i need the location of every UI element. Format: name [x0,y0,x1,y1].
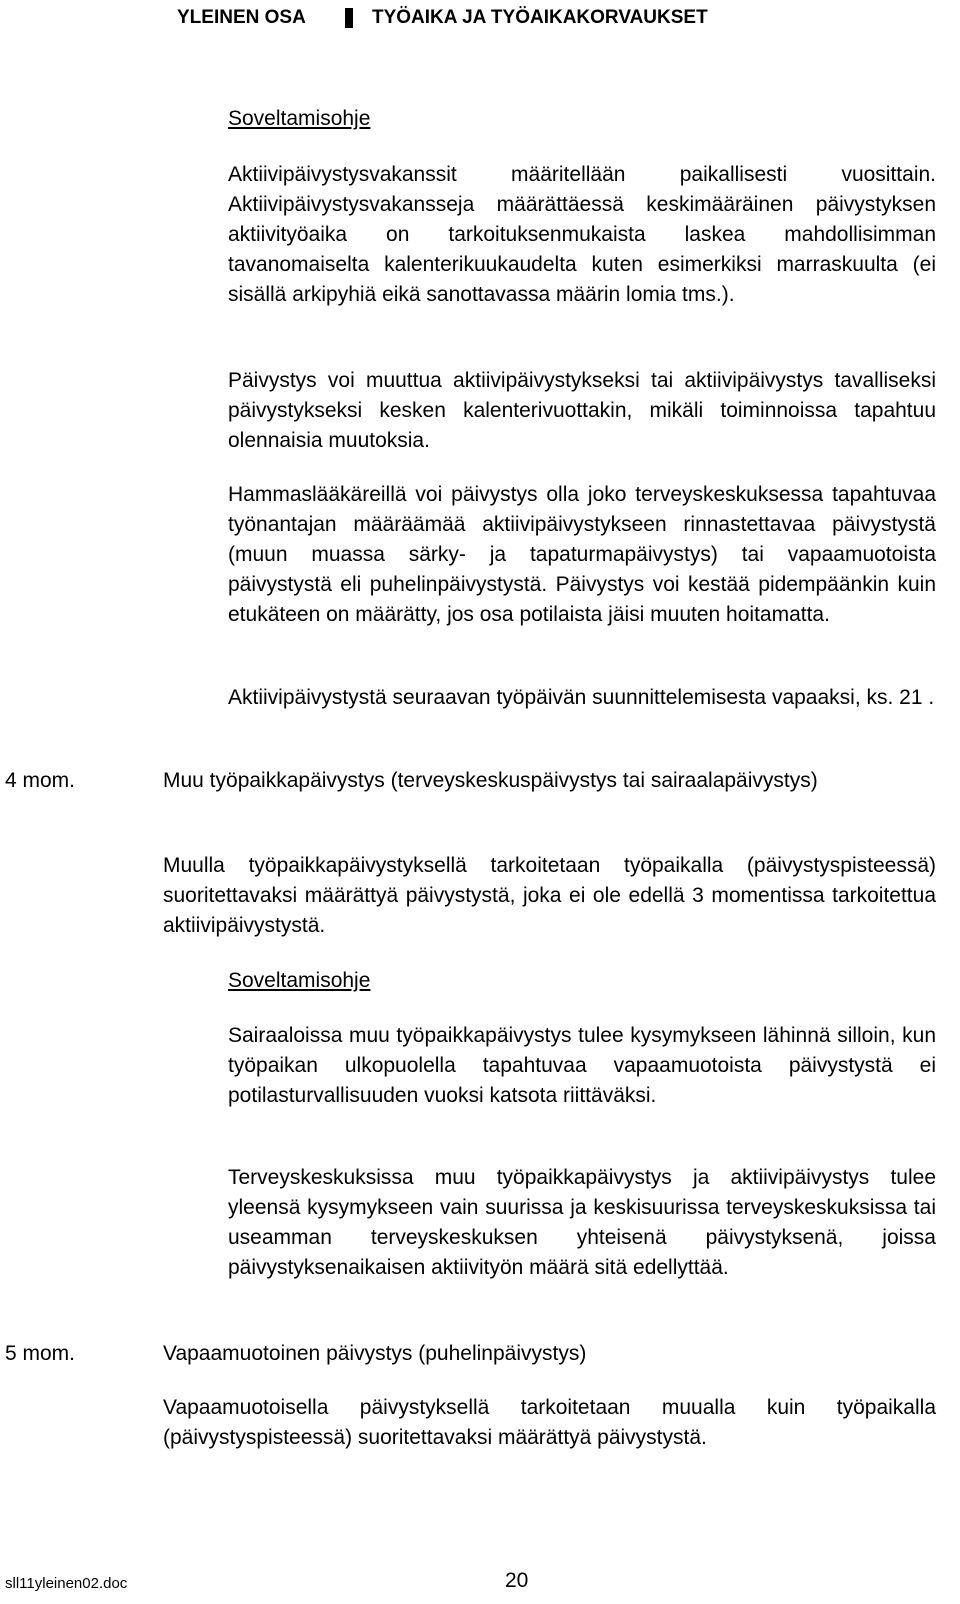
paragraph-sairaaloissa: Sairaaloissa muu työpaikkapäivystys tulee kysymykseen lähinnä silloin, kun työpaikan ulkopuolella tapahtuvaa vapaamuotoista päivystystä ei potilasturvallisuuden vuoksi katsota riittäväksi. [228,1024,936,1107]
paragraph-aktiivipaivystysvakanssit: Aktiivipäivystysvakanssit määritellään paikallisesti vuosittain. Aktiivipäivystysvakansseja määrättäessä keskimääräinen päivystyksen aktiivityöaika on tarkoituksenmukaista laskea mahdollisimman tavanomaiselta kalenterikuukaudelta kuten esimerkiksi marraskuulta (ei sisällä arkipyhiä eikä sanottavassa määrin lomia tms.). [228,163,936,306]
paragraph-terveyskeskuksissa: Terveyskeskuksissa muu työpaikkapäivystys ja aktiivipäivystys tulee yleensä kysymykseen vain suurissa ja keskisuurissa terveyskeskuksissa tai useamman terveyskeskuksen yhteisenä päivystyksenä, joissa päivystyksenaikaisen aktiivityön määrä sitä edellyttää. [228,1166,936,1279]
paragraph-vapaaksi: Aktiivipäivystystä seuraavan työpäivän suunnittelemisesta vapaaksi, ks. 21 . [228,686,935,709]
mom5-label: 5 mom. [5,1342,76,1365]
header-divider [345,8,353,28]
header-section-label: YLEINEN OSA [177,7,306,28]
footer-document-name: sll11yleinen02.doc [5,1575,128,1592]
paragraph-paivystys-muutos: Päivystys voi muuttua aktiivipäivystykseksi tai aktiivipäivystys tavalliseksi päivystykseksi kesken kalenterivuottakin, mikäli toiminnoissa tapahtuu olennaisia muutoksia. [228,369,936,452]
heading-soveltamisohje-1: Soveltamisohje [228,107,371,130]
heading-soveltamisohje-2: Soveltamisohje [228,969,371,992]
mom5-paragraph: Vapaamuotoisella päivystyksellä tarkoitetaan muualla kuin työpaikalla (päivystyspisteessä) suoritettavaksi määrättyä päivystystä. [163,1396,936,1449]
paragraph-hammaslaakarit: Hammaslääkäreillä voi päivystys olla joko terveyskeskuksessa tapahtuvaa työnantajan määräämää aktiivipäivystykseen rinnastettavaa päivystystä (muun muassa särky- ja tapaturmapäivystys) tai vapaamuotoista päivystystä eli puhelinpäivystystä. Päivystys voi kestää pidempäänkin kuin etukäteen on määrätty, jos osa potilaista jäisi muuten hoitamatta. [228,483,936,626]
mom4-label: 4 mom. [5,769,76,792]
mom5-title: Vapaamuotoinen päivystys (puhelinpäivystys) [163,1342,587,1365]
footer-page-number: 20 [505,1569,529,1592]
mom4-title: Muu työpaikkapäivystys (terveyskeskuspäivystys tai sairaalapäivystys) [163,769,818,792]
mom4-paragraph: Muulla työpaikkapäivystyksellä tarkoitetaan työpaikalla (päivystyspisteessä) suoritettavaksi määrättyä päivystystä, joka ei ole edellä 3 momentissa tarkoitettua aktiivipäivystystä. [163,854,936,937]
page-header [0,4,960,32]
header-chapter-label: TYÖAIKA JA TYÖAIKAKORVAUKSET [372,7,708,28]
